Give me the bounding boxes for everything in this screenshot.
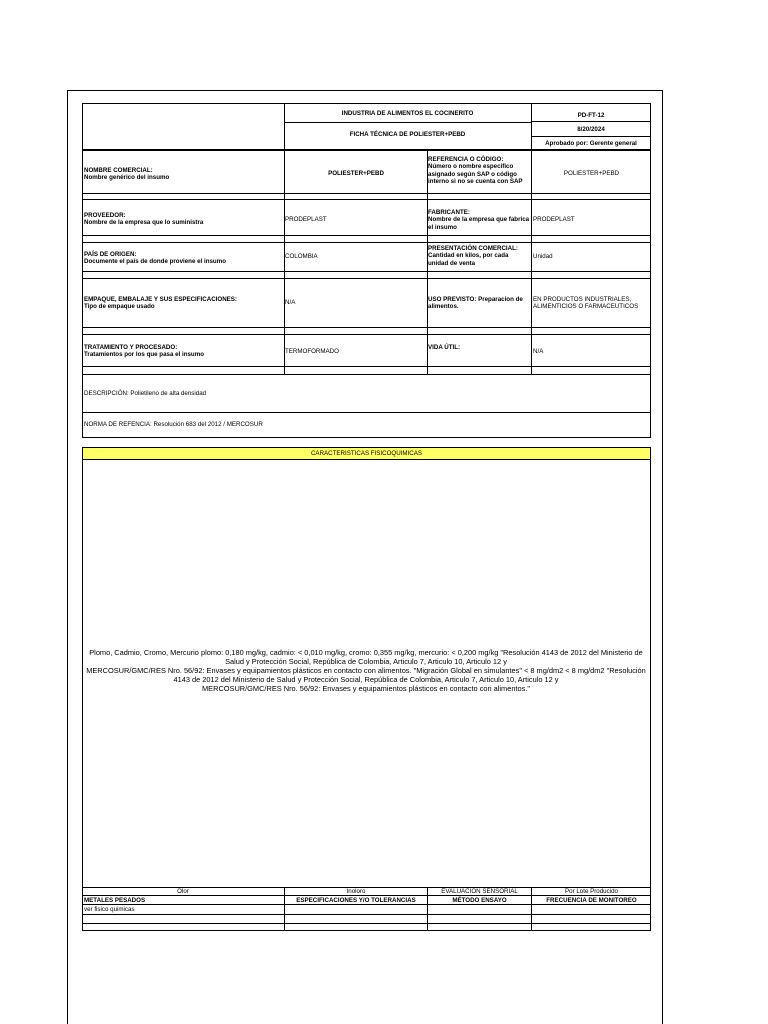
bottom-row-inoloro: Inoloro xyxy=(346,888,366,895)
section-title: CARACTERISTICAS FISICOQUIMICAS xyxy=(310,450,423,457)
label-referencia: REFERENCIA O CÓDIGO: Número o nombre específico asignado según SAP o código interno si no se cuenta con SAP xyxy=(428,156,523,186)
bottom-row-olor: Olor xyxy=(177,888,189,895)
value-proveedor: PRODEPLAST xyxy=(285,216,327,223)
label-presentacion: PRESENTACIÓN COMERCIAL: Cantidad en kilos, por cada unidad de venta xyxy=(428,245,518,267)
label-vida-util: VIDA ÚTIL: xyxy=(428,344,461,351)
label-fabricante: FABRICANTE: Nombre de la empresa que fabrica el insumo xyxy=(428,209,530,231)
sublabel-proveedor: Nombre de la empresa que lo suministra xyxy=(84,219,204,226)
characteristics-text: Plomo, Cadmio, Cromo, Mercurio plomo: 0,180 mg/kg, cadmio: < 0,010 mg/kg, cromo: 0,355 mg/kg, mercurio: < 0,200 mg/kg "Resolución 4143 de 2012 del Ministerio de Salud y Protección Social, República de Colombia, Articulo 7, Articulo 10, Articulo 12 y MERCOSUR/GMC/RES Nro. 56/92: Envases y equipamientos plásticos en contacto con alimentos. "Migración Global en simulantes" < 8 mg/dm2 < 8 mg/dm2 "Resolución 4143 de 2012 del Ministerio de Salud y Protección Social, República de Colombia, Articulo 7, Articulo 10, Articulo 12 y MERCOSUR/GMC/RES Nro. 56/92: Envases y equipamientos plásticos en contacto con alimentos." xyxy=(86,648,646,693)
label-tratamiento: TRATAMIENTO Y PROCESADO: xyxy=(84,344,178,351)
document-date: 8/20/2024 xyxy=(577,126,605,133)
company-name: INDUSTRIA DE ALIMENTOS EL COCINERITO xyxy=(341,110,474,117)
value-pais-origen: COLOMBIA xyxy=(285,253,318,260)
approved-by: Aprobado por: Gerente general xyxy=(545,140,637,147)
sublabel-empaque: Tipo de empaque usado xyxy=(84,303,155,310)
header-metales-pesados: METALES PESADOS xyxy=(84,897,146,904)
bottom-note: ver fisico quimicas xyxy=(84,906,135,913)
label-nombre-comercial: NOMBRE COMERCIAL: xyxy=(84,167,153,174)
document-title: FICHA TÉCNICA DE POLIESTER+PEBD xyxy=(349,131,466,138)
value-tratamiento: TERMOFORMADO xyxy=(285,348,339,355)
header-metodo-ensayo: MÉTODO ENSAYO xyxy=(452,897,507,904)
sublabel-nombre-comercial: Nombre genérico del insumo xyxy=(84,174,170,181)
header-frecuencia-monitoreo: FRECUENCIA DE MONITOREO xyxy=(546,897,637,904)
description-text: DESCRIPCIÓN: Polietileno de alta densidad xyxy=(84,390,207,397)
document-code: PD-FT-12 xyxy=(577,112,605,119)
label-pais-origen: PAÍS DE ORIGEN: xyxy=(84,251,137,258)
label-proveedor: PROVEEDOR: xyxy=(84,212,126,219)
value-vida-util: N/A xyxy=(533,348,544,355)
sublabel-pais-origen: Documente el país de donde proviene el insumo xyxy=(84,258,226,265)
bottom-row-frecuencia: Por Lote Producido xyxy=(565,888,618,895)
value-empaque: N/A xyxy=(285,299,296,306)
value-fabricante: PRODEPLAST xyxy=(533,216,575,223)
value-nombre-comercial: POLIESTER+PEBD xyxy=(328,170,384,177)
bottom-row-evaluacion: EVALUACION SENSORIAL xyxy=(441,888,518,895)
label-uso-previsto: USO PREVISTO: Preparacion de alimentos. xyxy=(428,296,523,311)
norma-text: NORMA DE REFENCIA: Resolución 683 del 2012 / MERCOSUR xyxy=(84,421,263,428)
value-uso-previsto: EN PRODUCTOS INDUSTRIALES, ALIMENTICIOS O FARMACEUTICOS xyxy=(533,296,639,311)
header-especificaciones: ESPECIFICACIONES Y/O TOLERANCIAS xyxy=(296,897,416,904)
value-presentacion: Unidad xyxy=(533,253,553,260)
label-empaque: EMPAQUE, EMBALAJE Y SUS ESPECIFICACIONES: xyxy=(84,296,237,303)
sublabel-tratamiento: Tratamientos por los que pasa el insumo xyxy=(84,351,204,358)
value-referencia: POLIESTER+PEBD xyxy=(563,170,620,177)
